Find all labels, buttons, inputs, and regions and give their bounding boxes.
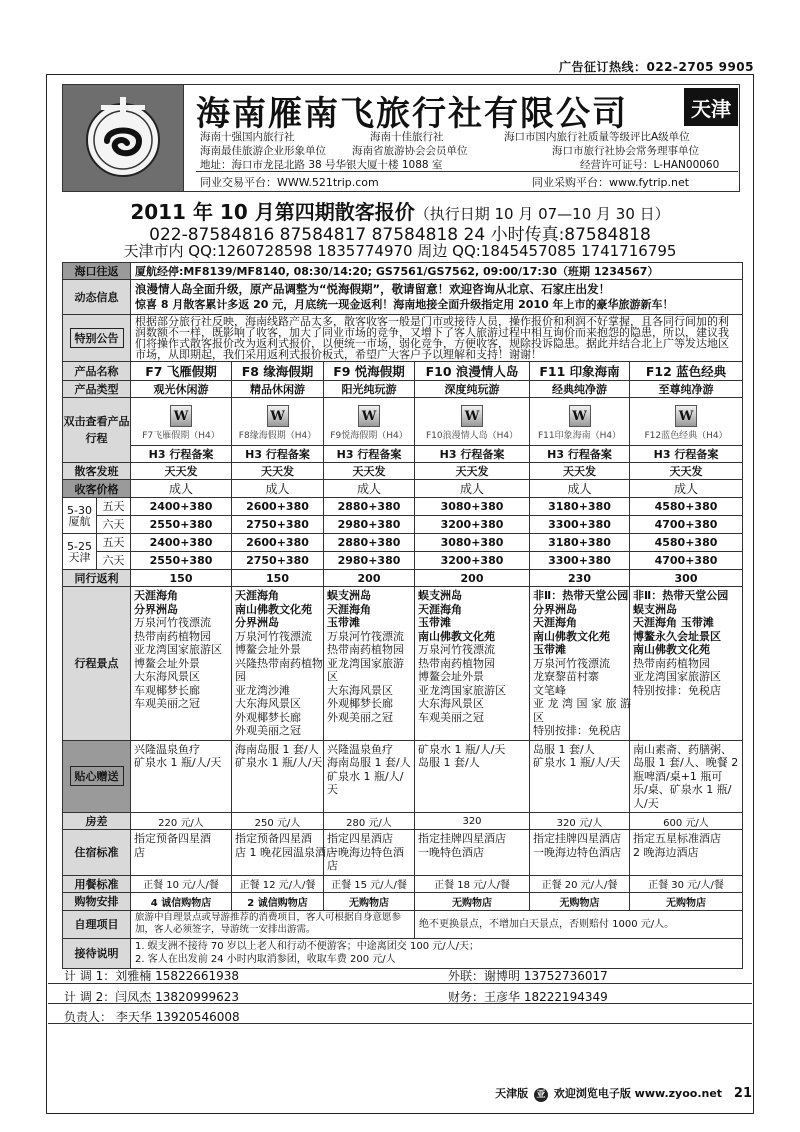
depart-schedule: 天天发 [131,463,232,480]
list-line: 南山佛教文化苑 [633,643,710,656]
ebook-link[interactable]: 欢迎浏览电子版 www.zyoo.net [553,1087,723,1100]
list-line: 天 [327,783,338,796]
product-type: 观光休闲游 [131,381,232,398]
operator-2: 计 调 2：闫凤杰 13820999623 [64,990,240,1004]
list-line: 天涯海角 [134,589,178,602]
price-cell: 2980+380 [324,516,415,534]
list-line: 大东海风景区 [418,697,484,710]
list-line: 万泉河竹筏漂流 [418,643,495,656]
list-line: 亚龙湾国家旅游区 [134,643,222,656]
list-line: 矿泉水 1 瓶/人/天 [533,756,621,769]
city-tag: 天津 [684,88,738,126]
trade-platform-link[interactable]: 同业交易平台：WWW.521trip.com [200,176,379,189]
list-line: 2 晚海边酒店 [633,845,699,859]
haikou-label: 海口往返 [63,263,131,280]
price-cell: 2400+380 [131,534,232,552]
row-spots [63,587,743,741]
row-room [63,813,743,830]
company-address: 地址：海口市龙昆北路 38 号华银大厦十楼 1088 室 [200,159,443,171]
depart-schedule: 天天发 [415,463,530,480]
days-label: 六天 [97,552,131,570]
price-label: 收客价格 [63,480,131,498]
self-pay-label: 自理项目 [63,910,131,938]
price-cell: 2880+380 [324,534,415,552]
word-doc-icon[interactable]: W [461,405,483,427]
list-line: 大东海风景区 [327,683,393,697]
hotel-label: 住宿标准 [63,830,131,876]
list-line: 南山佛教文化苑 [533,629,610,643]
hotel-standard [232,830,337,876]
price-cell: 2980+380 [324,552,415,570]
product-type-label: 产品类型 [63,381,131,398]
row-notice [63,938,743,968]
word-doc-icon[interactable]: W [675,405,697,427]
list-line: 车观美丽之冠 [418,710,484,724]
row-product-name [63,362,743,381]
row-dynamic [63,280,743,315]
list-line: 一晚特色酒店 [418,845,484,859]
itinerary-record: H3 行程备案 [630,446,743,463]
price-audience: 成人 [324,480,415,498]
list-line: 矿泉水 1 瓶/人/ [327,769,404,783]
days-label: 六天 [97,516,131,534]
row-special [63,315,743,362]
list-line: 文笔峰 [533,683,566,697]
list-line: 一晚海边特色酒 [327,845,404,859]
gift-label: 贴心赠送 [63,740,131,813]
row-price-tj-6 [63,552,743,570]
list-line: 店 [134,845,145,859]
itinerary-label: 双击查看产品行程 [63,398,131,463]
row-product-type [63,381,743,398]
product-type: 至尊纯净游 [630,381,743,398]
list-line: 博鳌会址外景 [418,670,484,683]
price-cell: 3200+380 [415,516,530,534]
list-line: 天涯海角 [533,616,577,629]
word-doc-icon[interactable]: W [170,405,192,427]
spots-list [415,587,530,741]
operator-1: 计 调 1：刘雅楠 15822661938 [64,969,240,983]
row-gifts [63,740,743,813]
list-line: 大东海风景区 [235,697,301,710]
list-line: 特别按排：免税店 [633,683,721,697]
list-line: 热带南药植物园 [418,656,495,670]
list-line: 大东海风景区 [134,670,200,683]
rebate-value: 150 [232,570,324,587]
hotel-standard [415,830,530,876]
list-line: 店 1 晚花园温泉酒店 [235,845,337,859]
shop-label: 购物安排 [63,892,131,910]
meal-standard: 正餐 18 元/人/餐 [415,875,530,892]
meal-standard: 正餐 30 元/人/餐 [630,875,743,892]
row-haikou [63,263,743,280]
product-type: 经典纯净游 [530,381,630,398]
itinerary-file[interactable]: W F8缘海假期（H4） [232,398,324,446]
contact-qq: 天津市内 QQ:1260728598 1835774970 周边 QQ:1845457085 1741716795 [123,242,677,260]
row-meal [63,875,743,892]
spots-list [530,587,630,741]
shopping-plan: 无购物店 [530,892,630,910]
page-title: 2011 年 10 月第四期散客报价（执行日期 10 月 07—10 月 30 日） [130,200,670,224]
spots-label: 行程景点 [63,587,131,741]
rebate-value: 230 [530,570,630,587]
list-line: 万泉河竹筏漂流 [533,656,610,670]
list-line: 天涯海角 [327,602,371,616]
list-line: 博鳌会址外景 [134,656,200,670]
price-audience: 成人 [131,480,232,498]
itinerary-file[interactable]: W F12蓝色经典（H4） [630,398,743,446]
list-line: 玉带滩 [533,643,566,656]
list-line: 岛服 1 套/人、晚餐 2 [633,756,739,769]
product-type: 精品休闲游 [232,381,324,398]
list-line: 龙寮黎苗村寨 [533,670,599,683]
days-label: 五天 [97,498,131,516]
hotel-standard [630,830,743,876]
price-cell: 3300+380 [530,552,630,570]
list-line: 外观椰梦长廊 [235,710,301,724]
price-cell: 2400+380 [131,498,232,516]
itinerary-record: H3 行程备案 [131,446,232,463]
honor-5: 海南省旅游协会会员单位 [352,145,468,157]
row-price-xm-5 [63,498,743,516]
list-line: 万泉河竹筏漂流 [327,629,404,643]
product-name-label: 产品名称 [63,362,131,381]
list-line: 亚龙湾沙滩 [235,683,290,697]
self-pay-guarantee: 绝不更换景点，不增加白天景点，否则赔付 1000 元/人。 [415,910,743,938]
list-line: 热带南药植物园 [134,629,211,643]
itinerary-file[interactable]: W F10浪漫情人岛（H4） [415,398,530,446]
list-line: 园 [235,670,246,683]
hotel-standard [324,830,415,876]
list-line: 店 [327,859,338,872]
list-line: 海南岛服 1 套/人 [235,742,319,756]
spots-list [324,587,415,741]
list-line: 一晚海边特色酒店 [533,845,621,859]
list-line: 指定挂牌四星酒店 [418,832,506,845]
meal-standard: 正餐 12 元/人/餐 [232,875,324,892]
price-audience: 成人 [630,480,743,498]
price-cell: 2550+380 [131,552,232,570]
list-line: 瓶啤酒/桌+1 瓶可 [633,769,723,783]
dynamic-label: 动态信息 [63,280,131,315]
depart-schedule: 天天发 [630,463,743,480]
gift-list [324,740,415,813]
room-diff: 280 元/人 [324,813,415,830]
price-cell: 3080+380 [415,534,530,552]
room-diff: 220 元/人 [131,813,232,830]
gift-list [530,740,630,813]
price-cell: 2600+380 [232,498,324,516]
depart-schedule: 天天发 [324,463,415,480]
honor-1: 海南十强国内旅行社 [200,131,295,143]
edition-logo-icon: 亚 [534,1088,548,1102]
list-line: 玉带滩 [418,616,451,629]
honor-2: 海南十佳旅行社 [370,131,444,143]
price-cell: 4580+380 [630,498,743,516]
special-notice: 根据部分旅行社反映，海南线路产品太多，散客收客一般是门市或接待人员，操作报价和利润不好掌握，且各同行间加的利润数额不一样，既影响了收客，加大了同业市场的竞争，又增下了客人旅游过程中相互询价而来抱怨的隐患，所以，建议我们将操作式散客报价改为返利式报价，以便统一市场，弱化竞争，方便收客，规除投诉隐患。据此并结合北上广等发达地区市场，从即期起，我们采用返利式报价板式，希望广大客户予以理解和支持！谢谢！ [131,315,743,362]
price-audience: 成人 [232,480,324,498]
price-cell: 3180+380 [530,534,630,552]
word-doc-icon[interactable]: W [358,405,380,427]
product-name: F11 印象海南 [530,362,630,381]
room-diff: 250 元/人 [232,813,324,830]
price-cell: 3300+380 [530,516,630,534]
list-line: 指定挂牌四星酒店 [533,832,621,845]
row-price-header [63,480,743,498]
list-line: 乐/桌、矿泉水 1 瓶/ [633,783,732,796]
itinerary-file[interactable]: W F7飞雁假期（H4） [131,398,232,446]
list-line: 非Ⅱ：热带天堂公园 [533,589,629,602]
list-line: 亚 龙 湾 国 家 旅 游 [533,697,631,710]
list-line: 蜈支洲岛 [327,589,371,602]
price-cell: 2750+380 [232,552,324,570]
depart-label: 散客发班 [63,463,131,480]
tianjin-side-label: 5-25 天津 [63,534,97,570]
list-line: 万泉河竹筏漂流 [134,616,211,629]
room-diff: 600 元/人 [630,813,743,830]
row-shopping [63,892,743,910]
product-name: F9 悦海假期 [324,362,415,381]
list-line: 天涯海角 [235,589,279,602]
row-itinerary-download [63,398,743,446]
list-line: 海南岛服 1 套/人 [327,756,411,769]
list-line: 博鳌会址外景 [235,643,301,656]
gift-list [131,740,232,813]
manager-contact: 负责人： 李天华 13920546008 [64,1010,240,1024]
product-name: F7 飞雁假期 [131,362,232,381]
list-line: 车观椰梦长廊 [134,683,200,697]
hotel-standard [530,830,630,876]
gift-list [630,740,743,813]
sales-contact: 外联：谢博明 13752736017 [448,969,608,983]
list-line: 区 [327,670,338,683]
word-doc-icon[interactable]: W [569,405,591,427]
product-type: 阳光纯玩游 [324,381,415,398]
rebate-value: 200 [415,570,530,587]
list-line: 南山佛教文化苑 [235,602,312,616]
self-pay-text: 旅游中自理景点或导游推荐的消费项目，客人可根据自身意愿参加，客人必须签字，导游统一安排出游需。 [131,910,415,938]
rebate-value: 200 [324,570,415,587]
list-line: 亚龙湾国家旅游区 [418,683,506,697]
list-line: 兴隆温泉鱼疗 [134,742,200,756]
price-cell: 4580+380 [630,534,743,552]
word-doc-icon[interactable]: W [267,405,289,427]
itinerary-file[interactable]: W F9悦海假期（H4） [324,398,415,446]
list-line: 岛服 1 套/人 [418,756,480,769]
list-line: 兴隆温泉鱼疗 [327,742,393,756]
list-line: 博鳌永久会址景区 [633,629,721,643]
row-rebate [63,570,743,587]
list-line: 非Ⅱ：热带天堂公园 [633,589,729,602]
finance-contact: 财务：王彦华 18222194349 [448,990,608,1004]
meal-label: 用餐标准 [63,875,131,892]
list-line: 外观椰梦长廊 [327,697,393,710]
price-cell: 2880+380 [324,498,415,516]
itinerary-record: H3 行程备案 [530,446,630,463]
spots-list [630,587,743,741]
list-line: 分界洲岛 [235,616,279,629]
gift-list [232,740,324,813]
list-line: 万泉河竹筏漂流 [235,629,312,643]
edition-label: 天津版 [495,1087,529,1100]
shopping-plan: 4 诚信购物店 [131,892,232,910]
row-self-pay [63,910,743,938]
hotel-standard [131,830,232,876]
logo-emblem-icon [63,85,183,191]
list-line: 天涯海角 [418,602,462,616]
meal-standard: 正餐 15 元/人/餐 [324,875,415,892]
list-line: 玉带滩 [327,616,360,629]
list-line: 特别按排：免税店 [533,724,621,737]
list-line: 热带南药植物园 [327,643,404,656]
list-line: 人/天 [633,796,659,810]
contact-phones: 022-87584816 87584817 87584818 24 小时传真:87584818 [149,225,651,245]
list-line: 矿泉水 1 瓶/人/天 [418,742,506,756]
list-line: 分界洲岛 [533,602,577,616]
product-name: F12 蓝色经典 [630,362,743,381]
depart-schedule: 天天发 [232,463,324,480]
product-name: F8 缘海假期 [232,362,324,381]
valid-period: （执行日期 10 月 07—10 月 30 日） [414,205,670,223]
list-line: 指定四星酒店 [327,832,393,845]
list-line: 南山佛教文化苑 [418,629,495,643]
itinerary-record: H3 行程备案 [232,446,324,463]
row-hotel [63,830,743,876]
haikou-flights: 厦航经停:MF8139/MF8140, 08:30/14:20; GS7561/GS7562, 09:00/17:30（班期 1234567） [131,263,743,280]
spots-list [232,587,324,741]
list-line: 热带南药植物园 [633,656,710,670]
room-diff: 320 [415,813,530,830]
spots-list [131,587,232,741]
room-diff: 320 元/人 [530,813,630,830]
list-line: 亚龙湾国家旅游区 [633,670,721,683]
notice-text: 1. 蜈支洲不接待 70 岁以上老人和行动不便游客；中途离团交 100 元/人/天； 2. 客人在出发前 24 小时内取消参团，收取车费 200 元/人 [131,938,743,968]
price-table [62,262,743,969]
list-line: 矿泉水 1 瓶/人/天 [235,756,323,769]
list-line: 天涯海角 玉带滩 [633,616,714,629]
notice-label: 接待说明 [63,938,131,968]
price-cell: 4700+380 [630,552,743,570]
list-line: 指定预备四星酒 [235,832,312,845]
rebate-value: 150 [131,570,232,587]
list-line: 区 [533,710,544,724]
product-type: 深度纯玩游 [415,381,530,398]
meal-standard: 正餐 10 元/人/餐 [131,875,232,892]
list-line: 分界洲岛 [134,602,178,616]
row-depart [63,463,743,480]
row-price-xm-6 [63,516,743,534]
row-beian [63,446,743,463]
dynamic-info: 浪漫情人岛全面升级，原产品调整为“悦海假期”，敬请留意！欢迎咨询从北京、石家庄出发！ 惊喜 8 月散客累计多返 20 元，月底统一现金返利！海南地接全面升级指定用 2010 年上市的豪华旅游新车！ [131,280,743,315]
list-line: 亚龙湾国家旅游 [327,656,404,670]
price-cell: 3080+380 [415,498,530,516]
list-line: 车观美丽之冠 [134,697,200,710]
price-audience: 成人 [415,480,530,498]
depart-schedule: 天天发 [530,463,630,480]
ad-hotline: 广告征订热线：022-2705 9905 [558,60,754,74]
list-line: 指定五星标准酒店 [633,832,721,845]
edition-bar [495,1085,752,1102]
price-cell: 4700+380 [630,516,743,534]
price-cell: 3180+380 [530,498,630,516]
price-audience: 成人 [530,480,630,498]
purchase-platform-link[interactable]: 同业采购平台：www.fytrip.net [532,176,690,189]
list-line: 外观美丽之冠 [235,724,301,737]
company-name: 海南雁南飞旅行社有限公司 [196,94,628,134]
list-line: 南山素斋、药膳粥、 [633,742,732,756]
honor-6: 海口市旅行社协会常务理事单位 [552,145,699,157]
honor-4: 海南最佳旅游企业形象单位 [200,145,326,157]
list-line: 矿泉水 1 瓶/人/天 [134,756,222,769]
business-license: 经营许可证号：L-HAN00060 [580,159,720,171]
rebate-value: 300 [630,570,743,587]
rebate-label: 同行返利 [63,570,131,587]
shopping-plan: 2 诚信购物店 [232,892,324,910]
special-label: 特别公告 [63,315,131,362]
gift-list [415,740,530,813]
days-label: 五天 [97,534,131,552]
shopping-plan: 无购物店 [415,892,530,910]
room-label: 房差 [63,813,131,830]
list-line: 蜈支洲岛 [633,602,677,616]
list-line: 蜈支洲岛 [418,589,462,602]
list-line: 指定预备四星酒 [134,832,211,845]
shopping-plan: 无购物店 [324,892,415,910]
itinerary-file[interactable]: W F11印象海南（H4） [530,398,630,446]
price-cell: 3200+380 [415,552,530,570]
meal-standard: 正餐 20 元/人/餐 [530,875,630,892]
list-line: 外观美丽之冠 [327,710,393,724]
list-line: 兴隆热带南药植物 [235,656,323,670]
price-cell: 2600+380 [232,534,324,552]
page-number: 21 [733,1086,752,1101]
company-logo [62,84,184,192]
itinerary-record: H3 行程备案 [415,446,530,463]
itinerary-record: H3 行程备案 [324,446,415,463]
xiamen-side-label: 5-30 厦航 [63,498,97,534]
honor-3: 海口市国内旅行社质量等级评比A级单位 [504,131,690,143]
shopping-plan: 无购物店 [630,892,743,910]
price-cell: 2750+380 [232,516,324,534]
row-price-tj-5 [63,534,743,552]
price-cell: 2550+380 [131,516,232,534]
product-name: F10 浪漫情人岛 [415,362,530,381]
list-line: 岛服 1 套/人 [533,742,595,756]
